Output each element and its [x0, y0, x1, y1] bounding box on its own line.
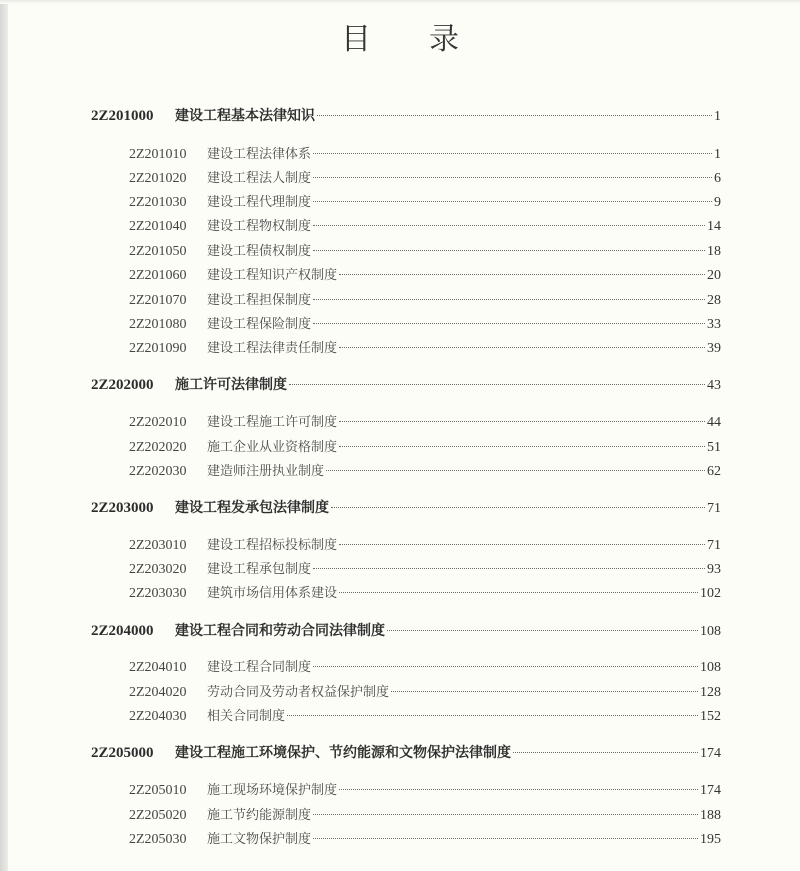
page-number: 1: [714, 147, 721, 162]
section-title: 劳动合同及劳动者权益保护制度: [207, 685, 390, 700]
page-number: 93: [707, 562, 721, 577]
section-title: 建设工程债权制度: [207, 244, 312, 259]
chapter-code: 2Z203000: [91, 500, 154, 516]
chapter-title: 建设工程施工环境保护、节约能源和文物保护法律制度: [175, 745, 511, 761]
page-number: 14: [707, 219, 721, 234]
section-title: 相关合同制度: [207, 709, 286, 724]
dot-leader: [339, 789, 698, 790]
toc-section-2Z201040[interactable]: [129, 215, 721, 235]
section-code: 2Z201050: [129, 244, 187, 259]
page-number: 188: [700, 808, 721, 823]
dot-leader: [339, 544, 705, 545]
page-number: 20: [707, 268, 721, 283]
page-number: 71: [707, 501, 721, 516]
toc-chapter-2Z205000[interactable]: [91, 742, 721, 762]
section-code: 2Z201090: [129, 341, 187, 356]
section-code: 2Z201030: [129, 195, 187, 210]
section-title: 建设工程担保制度: [207, 293, 312, 308]
section-title: 建筑市场信用体系建设: [207, 586, 338, 601]
toc-section-2Z202010[interactable]: [129, 411, 721, 431]
dot-leader: [339, 274, 705, 275]
section-code: 2Z201060: [129, 268, 187, 283]
chapter-code: 2Z205000: [91, 745, 154, 761]
section-title: 建设工程代理制度: [207, 195, 312, 210]
page-number: 6: [714, 171, 721, 186]
section-title: 建设工程物权制度: [207, 219, 312, 234]
toc-section-2Z201030[interactable]: [129, 191, 721, 211]
dot-leader: [313, 666, 698, 667]
page-title: 目录: [341, 22, 517, 57]
toc-section-2Z202030[interactable]: [129, 460, 721, 480]
dot-leader: [313, 225, 705, 226]
toc-section-2Z201080[interactable]: [129, 313, 721, 333]
page-number: 1: [714, 109, 721, 124]
page-number: 62: [707, 464, 721, 479]
toc-section-2Z204010[interactable]: [129, 656, 721, 676]
page-number: 195: [700, 832, 721, 847]
section-code: 2Z205030: [129, 832, 187, 847]
section-title: 施工现场环境保护制度: [207, 783, 338, 798]
chapter-title: 建设工程合同和劳动合同法律制度: [175, 623, 385, 639]
page-number: 108: [700, 660, 721, 675]
toc-chapter-2Z204000[interactable]: [91, 620, 721, 640]
page-number: 9: [714, 195, 721, 210]
toc-section-2Z201090[interactable]: [129, 337, 721, 357]
toc-section-2Z203030[interactable]: [129, 582, 721, 602]
section-title: 建设工程知识产权制度: [207, 268, 338, 283]
page-number: 71: [707, 538, 721, 553]
page-number: 51: [707, 440, 721, 455]
dot-leader: [339, 347, 705, 348]
toc-chapter-2Z202000[interactable]: [91, 374, 721, 394]
section-code: 2Z204020: [129, 685, 187, 700]
dot-leader: [313, 838, 698, 839]
toc-section-2Z203010[interactable]: [129, 534, 721, 554]
section-title: 建设工程合同制度: [207, 660, 312, 675]
chapter-title: 施工许可法律制度: [175, 377, 287, 393]
section-code: 2Z201010: [129, 147, 187, 162]
chapter-code: 2Z202000: [91, 377, 154, 393]
section-code: 2Z202020: [129, 440, 187, 455]
section-code: 2Z202030: [129, 464, 187, 479]
section-code: 2Z203010: [129, 538, 187, 553]
dot-leader: [313, 250, 705, 251]
page-number: 18: [707, 244, 721, 259]
section-code: 2Z205010: [129, 783, 187, 798]
dot-leader: [313, 177, 712, 178]
section-title: 建设工程招标投标制度: [207, 538, 338, 553]
section-code: 2Z201040: [129, 219, 187, 234]
dot-leader: [313, 299, 705, 300]
section-code: 2Z201070: [129, 293, 187, 308]
section-code: 2Z203020: [129, 562, 187, 577]
toc-section-2Z205020[interactable]: [129, 804, 721, 824]
page-number: 39: [707, 341, 721, 356]
dot-leader: [331, 507, 705, 508]
section-title: 建造师注册执业制度: [207, 464, 325, 479]
page-number: 33: [707, 317, 721, 332]
section-code: 2Z203030: [129, 586, 187, 601]
dot-leader: [339, 421, 705, 422]
page-number: 108: [700, 624, 721, 639]
top-shadow: [0, 0, 800, 4]
binding-shadow: [0, 0, 8, 871]
toc-section-2Z201060[interactable]: [129, 264, 721, 284]
page-number: 152: [700, 709, 721, 724]
page-number: 174: [700, 783, 721, 798]
dot-leader: [313, 153, 712, 154]
section-code: 2Z205020: [129, 808, 187, 823]
toc-chapter-2Z201000[interactable]: [91, 105, 721, 125]
section-title: 施工企业从业资格制度: [207, 440, 338, 455]
section-title: 建设工程承包制度: [207, 562, 312, 577]
dot-leader: [313, 323, 705, 324]
dot-leader: [339, 592, 698, 593]
dot-leader: [387, 630, 698, 631]
dot-leader: [313, 568, 705, 569]
dot-leader: [391, 691, 698, 692]
section-title: 施工节约能源制度: [207, 808, 312, 823]
section-code: 2Z202010: [129, 415, 187, 430]
section-title: 建设工程法律责任制度: [207, 341, 338, 356]
page-number: 44: [707, 415, 721, 430]
dot-leader: [339, 446, 705, 447]
toc-section-2Z201020[interactable]: [129, 167, 721, 187]
dot-leader: [326, 470, 705, 471]
section-code: 2Z204030: [129, 709, 187, 724]
toc-chapter-2Z203000[interactable]: [91, 497, 721, 517]
toc-section-2Z201070[interactable]: [129, 289, 721, 309]
toc-section-2Z205010[interactable]: [129, 779, 721, 799]
page-number: 43: [707, 378, 721, 393]
section-title: 施工文物保护制度: [207, 832, 312, 847]
section-code: 2Z201080: [129, 317, 187, 332]
toc-section-2Z204030[interactable]: [129, 705, 721, 725]
toc-section-2Z201050[interactable]: [129, 240, 721, 260]
dot-leader: [287, 715, 698, 716]
dot-leader: [513, 752, 698, 753]
section-title: 建设工程法人制度: [207, 171, 312, 186]
dot-leader: [317, 115, 712, 116]
toc-section-2Z205030[interactable]: [129, 828, 721, 848]
section-title: 建设工程法律体系: [207, 147, 312, 162]
dot-leader: [313, 201, 712, 202]
toc-section-2Z203020[interactable]: [129, 558, 721, 578]
section-title: 建设工程保险制度: [207, 317, 312, 332]
page-number: 28: [707, 293, 721, 308]
page-number: 102: [700, 586, 721, 601]
dot-leader: [289, 384, 705, 385]
chapter-code: 2Z204000: [91, 623, 154, 639]
section-title: 建设工程施工许可制度: [207, 415, 338, 430]
chapter-code: 2Z201000: [91, 108, 154, 124]
toc-section-2Z204020[interactable]: [129, 681, 721, 701]
toc-section-2Z201010[interactable]: [129, 143, 721, 163]
section-code: 2Z201020: [129, 171, 187, 186]
toc-section-2Z202020[interactable]: [129, 436, 721, 456]
dot-leader: [313, 814, 698, 815]
section-code: 2Z204010: [129, 660, 187, 675]
chapter-title: 建设工程发承包法律制度: [175, 500, 329, 516]
page-number: 128: [700, 685, 721, 700]
page-number: 174: [700, 746, 721, 761]
chapter-title: 建设工程基本法律知识: [175, 108, 315, 124]
